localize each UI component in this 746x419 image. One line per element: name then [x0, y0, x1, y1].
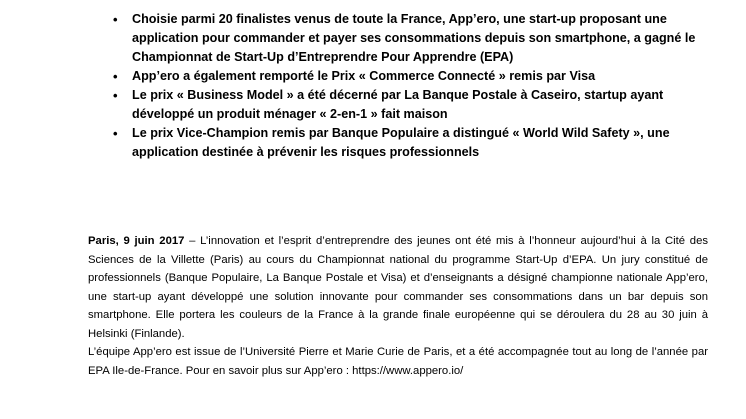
press-release-body	[88, 232, 708, 380]
highlight-item	[113, 124, 713, 162]
paragraph-team: L’équipe App’ero est issue de l’Université Pierre et Marie Curie de Paris, et a été accompagnée tout au long de l’année par EPA Ile-de-France. Pour en savoir plus sur App’ero : https://www.appero.io/	[88, 346, 708, 377]
highlight-item	[113, 86, 713, 124]
highlight-text: Le prix « Business Model » a été décerné par La Banque Postale à Caseiro, startup ayant développé un produit ménager « 2-en-1 » fait maison	[132, 88, 664, 121]
paragraph-lead	[88, 232, 708, 343]
bullet-icon: •	[113, 12, 118, 27]
highlight-text: Choisie parmi 20 finalistes venus de toute la France, App’ero, une start-up proposant une application pour commander et payer ses consommations depuis son smartphone, a gagné le Championnat de Start-Up d’Entreprendre Pour Apprendre (EPA)	[132, 12, 696, 64]
dateline: Paris, 9 juin 2017	[88, 235, 185, 247]
highlights-list	[113, 10, 713, 162]
highlight-text: App’ero a également remporté le Prix « Commerce Connecté » remis par Visa	[132, 69, 596, 83]
bullet-icon: •	[113, 126, 118, 141]
bullet-icon: •	[113, 88, 118, 103]
paragraph-lead-text: – L’innovation et l’esprit d’entreprendre des jeunes ont été mis à l’honneur aujourd’hui à la Cité des Sciences de la Villette (Paris) au cours du Championnat national du programme Start-Up d’EPA. Un jury constitué de professionnels (Banque Populaire, La Banque Postale et Visa) et d’enseignants a désigné championne nationale App’ero, une start-up ayant développé une solution innovante pour commander ses consommations dans un bar depuis son smartphone. Elle portera les couleurs de la France à la grande finale européenne qui se déroulera du 28 au 30 juin à Helsinki (Finlande).	[88, 235, 708, 340]
highlight-item	[113, 10, 713, 67]
highlight-item	[113, 67, 713, 86]
highlight-text: Le prix Vice-Champion remis par Banque Populaire a distingué « World Wild Safety », une application destinée à prévenir les risques professionnels	[132, 126, 670, 159]
bullet-icon: •	[113, 69, 118, 84]
